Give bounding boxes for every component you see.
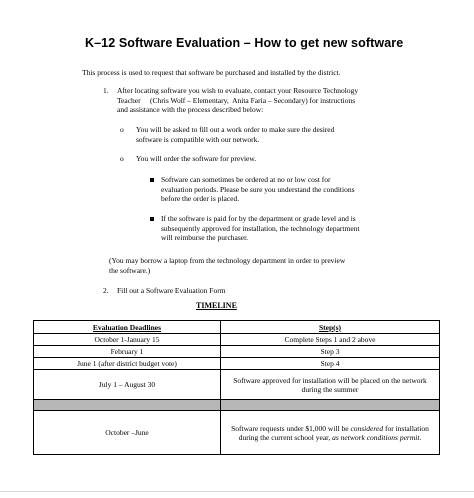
step-2-number: 2. xyxy=(103,286,109,295)
shaded-cell xyxy=(221,400,440,411)
column-header-deadlines xyxy=(34,321,221,334)
sub-item-2-marker: o xyxy=(120,154,124,163)
square-item-line: before the order is placed. xyxy=(161,194,240,204)
laptop-note xyxy=(109,256,345,275)
page-divider xyxy=(0,491,474,492)
sub-item-line: software is compatible with our network. xyxy=(136,134,260,144)
step-1-number: 1. xyxy=(103,86,109,95)
table-row xyxy=(34,370,440,400)
sub-item-1-text xyxy=(136,125,334,144)
steps-cell: Step 3 xyxy=(221,346,440,358)
step-1-line: Teacher (Chris Wolf – Elementary, Anita Faria – Secondary) for instructions xyxy=(117,95,356,105)
sub-item-line: You will be asked to fill out a work order to make sure the desired xyxy=(136,125,335,134)
square-bullet-icon xyxy=(150,178,154,182)
square-item-1-text xyxy=(161,175,355,204)
deadline-cell: June 1 (after district budget vote) xyxy=(34,358,221,370)
deadline-cell: October –June xyxy=(34,411,221,455)
header-label: Evaluation Deadlines xyxy=(92,322,162,332)
steps-cell: Step 4 xyxy=(221,358,440,370)
deadline-cell: July 1 – August 30 xyxy=(34,370,221,400)
steps-text: for installation during the current school year, xyxy=(238,423,429,442)
step-1-line: After locating software you wish to evaluate, contact your Resource Technology xyxy=(117,86,359,95)
step-2-text: Fill out a Software Evaluation Form xyxy=(117,286,226,295)
deadline-cell: October 1-January 15 xyxy=(34,334,221,346)
square-item-line: If the software is paid for by the department or grade level and is xyxy=(161,214,356,223)
shaded-cell xyxy=(34,400,221,411)
steps-text: Software requests under $1,000 will be xyxy=(231,423,351,433)
table-header-row xyxy=(34,321,440,334)
steps-cell xyxy=(221,411,440,455)
column-header-steps xyxy=(221,321,440,334)
steps-text-italic: as network conditions permit xyxy=(332,432,420,442)
square-item-line: Software can sometimes be ordered at no or low cost for xyxy=(161,175,331,184)
header-label: Step(s) xyxy=(318,322,342,332)
laptop-note-line: (You may borrow a laptop from the technology department in order to preview xyxy=(109,256,346,265)
table-row xyxy=(34,358,440,370)
table-row-shaded xyxy=(34,400,440,411)
intro-paragraph: This process is used to request that software be purchased and installed by the district. xyxy=(82,68,341,77)
step-1-line: and assistance with the process described below: xyxy=(117,105,264,115)
square-item-line: subsequently approved for installation, the technology department xyxy=(161,223,360,233)
square-bullet-icon xyxy=(150,217,154,221)
laptop-note-line: the software.) xyxy=(109,265,151,275)
steps-text: . xyxy=(419,432,422,442)
table-row xyxy=(34,334,440,346)
page-title: K–12 Software Evaluation – How to get new software xyxy=(85,36,404,50)
table-row xyxy=(34,346,440,358)
table-row xyxy=(34,411,440,455)
steps-cell: Complete Steps 1 and 2 above xyxy=(221,334,440,346)
timeline-heading: TIMELINE xyxy=(196,301,237,310)
square-item-2-text xyxy=(161,214,360,243)
sub-item-1-marker: o xyxy=(120,125,124,134)
sub-item-2-text: You will order the software for preview. xyxy=(136,154,257,163)
deadline-cell: February 1 xyxy=(34,346,221,358)
steps-cell: Software approved for installation will be placed on the network during the summer xyxy=(221,370,440,400)
square-item-line: will reimburse the purchaser. xyxy=(161,233,249,243)
step-1-text xyxy=(117,86,358,115)
steps-text-italic: considered xyxy=(350,423,384,433)
timeline-table xyxy=(33,320,440,455)
square-item-line: evaluation periods. Please be sure you understand the conditions xyxy=(161,184,355,194)
